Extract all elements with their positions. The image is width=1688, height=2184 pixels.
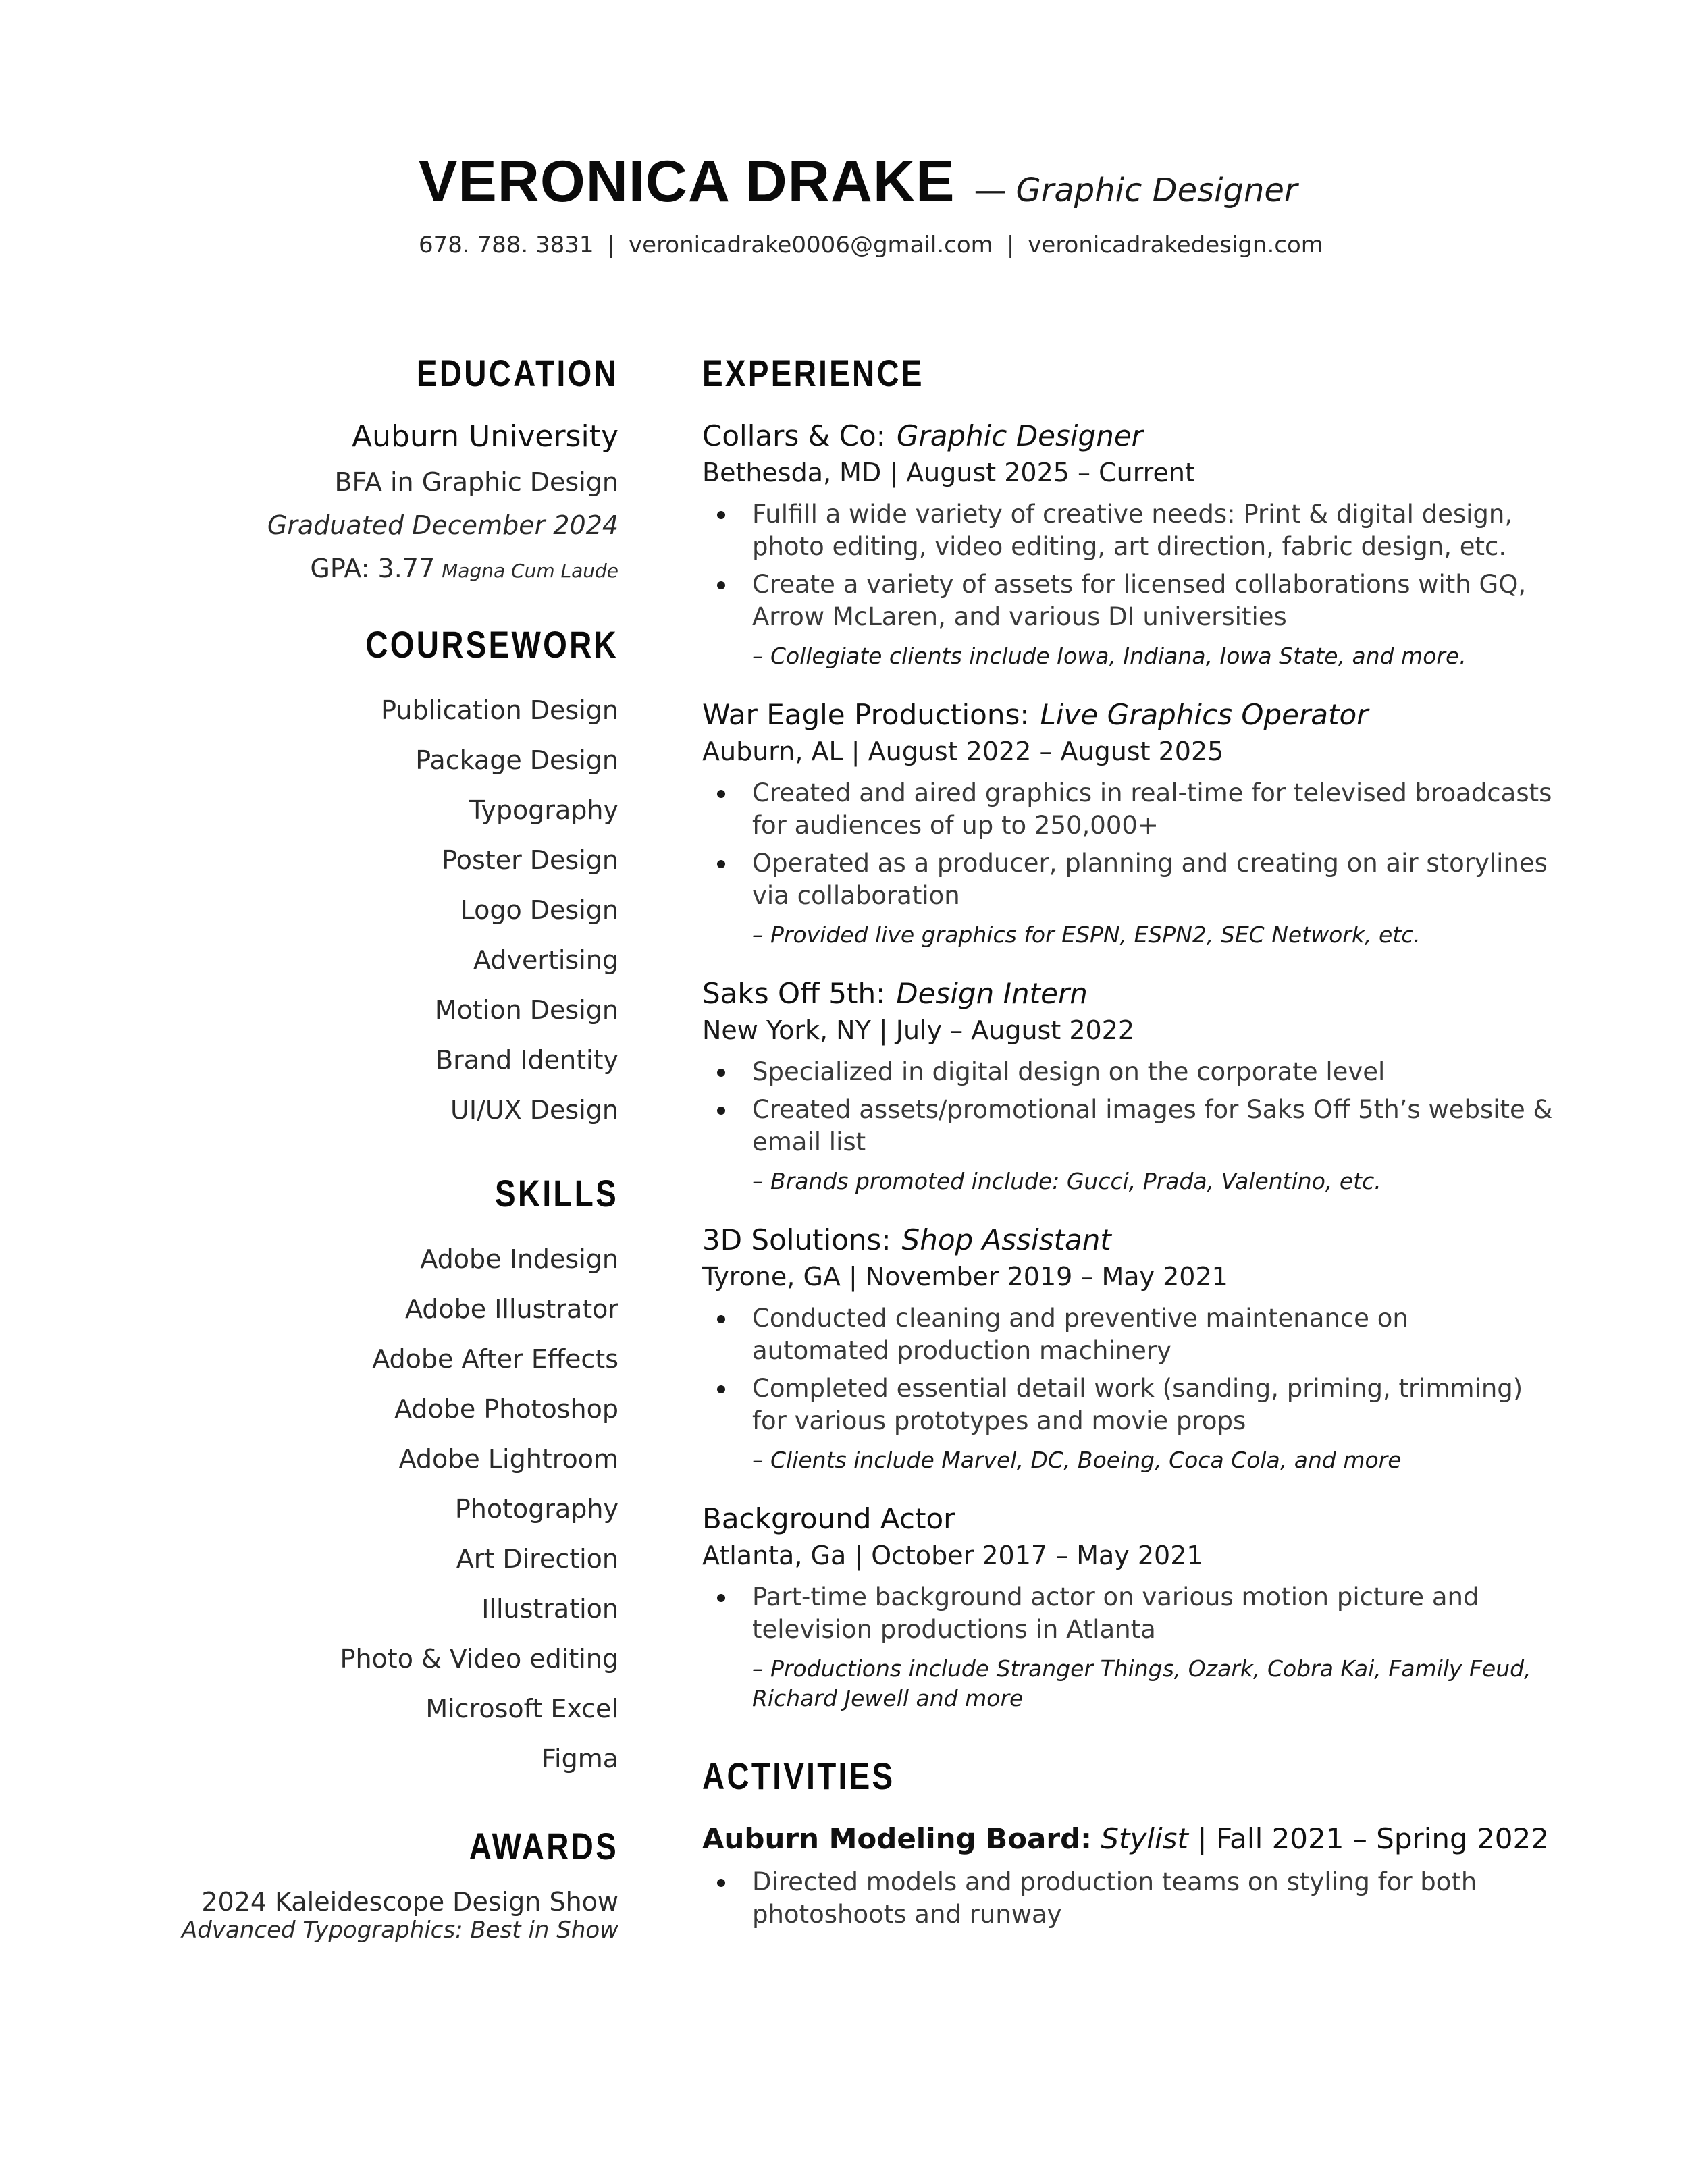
job-note: – Collegiate clients include Iowa, Indiana, Iowa State, and more. (752, 643, 1467, 669)
list-item: Package Design (415, 745, 618, 775)
right-column (702, 351, 1553, 1936)
job-title: Graphic Designer (896, 419, 1143, 452)
contact-separator: | (1006, 232, 1015, 259)
list-item: Figma (541, 1744, 618, 1774)
list-item: Adobe Lightroom (398, 1444, 618, 1474)
school-name: Auburn University (352, 419, 618, 454)
graduation-date: Graduated December 2024 (267, 510, 618, 540)
name-dash: — (974, 171, 1007, 209)
job-entry (702, 419, 1553, 671)
coursework-list (135, 685, 618, 1135)
gpa-line (135, 554, 618, 583)
list-item: Art Direction (456, 1544, 618, 1574)
email-address[interactable]: veronicadrake0006@gmail.com (629, 232, 993, 259)
job-note: – Brands promoted include: Gucci, Prada, Valentino, etc. (752, 1168, 1381, 1194)
list-item: Advertising (473, 945, 618, 975)
resume-header (419, 149, 1364, 259)
name-line (419, 149, 1364, 215)
activity-org: Auburn Modeling Board: (702, 1822, 1092, 1855)
job-bullets (702, 498, 1553, 633)
job-bullets (702, 777, 1553, 912)
list-item: Poster Design (442, 845, 618, 875)
bullet-item: Operated as a producer, planning and creating on air storylines via collaboration (702, 847, 1553, 912)
bullet-item: Conducted cleaning and preventive maintenance on automated production machinery (702, 1302, 1553, 1367)
phone-number: 678. 788. 3831 (419, 232, 594, 259)
coursework-section (135, 622, 618, 1135)
candidate-name: VERONICA DRAKE (419, 149, 955, 214)
job-title: Live Graphics Operator (1040, 698, 1369, 731)
bullet-item: Completed essential detail work (sanding, priming, trimming) for various prototypes and movie props (702, 1373, 1553, 1437)
job-location-dates: Tyrone, GA | November 2019 – May 2021 (702, 1262, 1228, 1291)
activities-section (702, 1754, 1553, 1931)
job-bullets (702, 1056, 1553, 1158)
job-note: – Provided live graphics for ESPN, ESPN2, SEC Network, etc. (752, 922, 1421, 948)
job-bullets (702, 1302, 1553, 1437)
activity-dates: | Fall 2021 – Spring 2022 (1197, 1822, 1549, 1855)
list-item: Photography (454, 1494, 618, 1524)
list-item: Typography (469, 795, 618, 825)
list-item: UI/UX Design (450, 1095, 618, 1125)
bullet-item: Part-time background actor on various motion picture and television productions in Atlanta (702, 1581, 1553, 1646)
list-item: Microsoft Excel (425, 1694, 618, 1724)
list-item: Adobe Photoshop (394, 1394, 618, 1424)
list-item: Adobe After Effects (372, 1344, 618, 1374)
job-location-dates: New York, NY | July – August 2022 (702, 1015, 1135, 1045)
job-location-dates: Atlanta, Ga | October 2017 – May 2021 (702, 1541, 1203, 1570)
honors: Magna Cum Laude (442, 560, 618, 582)
list-item: Adobe Illustrator (404, 1294, 618, 1324)
job-title: Design Intern (896, 977, 1088, 1010)
list-item: Publication Design (381, 695, 618, 725)
bullet-item: Create a variety of assets for licensed collaborations with GQ, Arrow McLaren, and various DI universities (702, 568, 1553, 633)
gpa-value: GPA: 3.77 (310, 554, 436, 583)
activity-heading (702, 1822, 1553, 1855)
bullet-item: Created and aired graphics in real-time for televised broadcasts for audiences of up to 250,000+ (702, 777, 1553, 842)
education-section (135, 351, 618, 583)
award-detail: Advanced Typographics: Best in Show (182, 1917, 618, 1944)
section-title-experience: EXPERIENCE (702, 352, 924, 394)
section-title-skills: SKILLS (495, 1172, 618, 1215)
bullet-item: Specialized in digital design on the corporate level (702, 1056, 1553, 1088)
skills-list (135, 1234, 618, 1784)
job-location-dates: Bethesda, MD | August 2025 – Current (702, 458, 1195, 487)
website-link[interactable]: veronicadrakedesign.com (1028, 232, 1323, 259)
list-item: Brand Identity (436, 1045, 618, 1075)
degree: BFA in Graphic Design (334, 467, 618, 497)
job-heading (702, 698, 1553, 731)
section-title-activities: ACTIVITIES (702, 1755, 895, 1797)
job-heading (702, 419, 1553, 452)
company-name: War Eagle Productions: (702, 698, 1030, 731)
job-entry (702, 1223, 1553, 1475)
job-title: Shop Assistant (901, 1223, 1111, 1256)
bullet-item: Created assets/promotional images for Saks Off 5th’s website & email list (702, 1094, 1553, 1158)
list-item: Adobe Indesign (420, 1244, 618, 1274)
section-title-coursework: COURSEWORK (365, 623, 618, 666)
company-name: Background Actor (702, 1502, 955, 1535)
company-name: 3D Solutions: (702, 1223, 891, 1256)
contact-line (419, 232, 1364, 259)
job-heading (702, 977, 1553, 1010)
job-entry (702, 1502, 1553, 1713)
skills-section (135, 1171, 618, 1784)
bullet-item: Fulfill a wide variety of creative needs: Print & digital design, photo editing, video editing, art direction, fabric design, etc. (702, 498, 1553, 563)
section-title-education: EDUCATION (416, 352, 618, 394)
activity-role: Stylist (1101, 1822, 1188, 1855)
list-item: Illustration (481, 1594, 618, 1624)
job-note: – Clients include Marvel, DC, Boeing, Coca Cola, and more (752, 1447, 1402, 1473)
job-heading (702, 1502, 1553, 1535)
list-item: Photo & Video editing (340, 1644, 618, 1674)
company-name: Saks Off 5th: (702, 977, 886, 1010)
list-item: Logo Design (460, 895, 618, 925)
job-entry (702, 698, 1553, 950)
awards-section (135, 1824, 618, 1944)
activity-bullets (702, 1866, 1553, 1931)
job-note: – Productions include Stranger Things, Ozark, Cobra Kai, Family Feud, Richard Jewell and more (752, 1655, 1531, 1711)
job-entry (702, 977, 1553, 1196)
bullet-item: Directed models and production teams on styling for both photoshoots and runway (702, 1866, 1553, 1931)
company-name: Collars & Co: (702, 419, 886, 452)
section-title-awards: AWARDS (469, 1825, 618, 1867)
list-item: Motion Design (434, 995, 618, 1025)
award-name: 2024 Kaleidescope Design Show (201, 1887, 618, 1917)
contact-separator: | (607, 232, 616, 259)
job-bullets (702, 1581, 1553, 1646)
candidate-role: Graphic Designer (1016, 171, 1298, 209)
job-heading (702, 1223, 1553, 1256)
job-location-dates: Auburn, AL | August 2022 – August 2025 (702, 737, 1224, 766)
left-column (135, 351, 618, 1944)
